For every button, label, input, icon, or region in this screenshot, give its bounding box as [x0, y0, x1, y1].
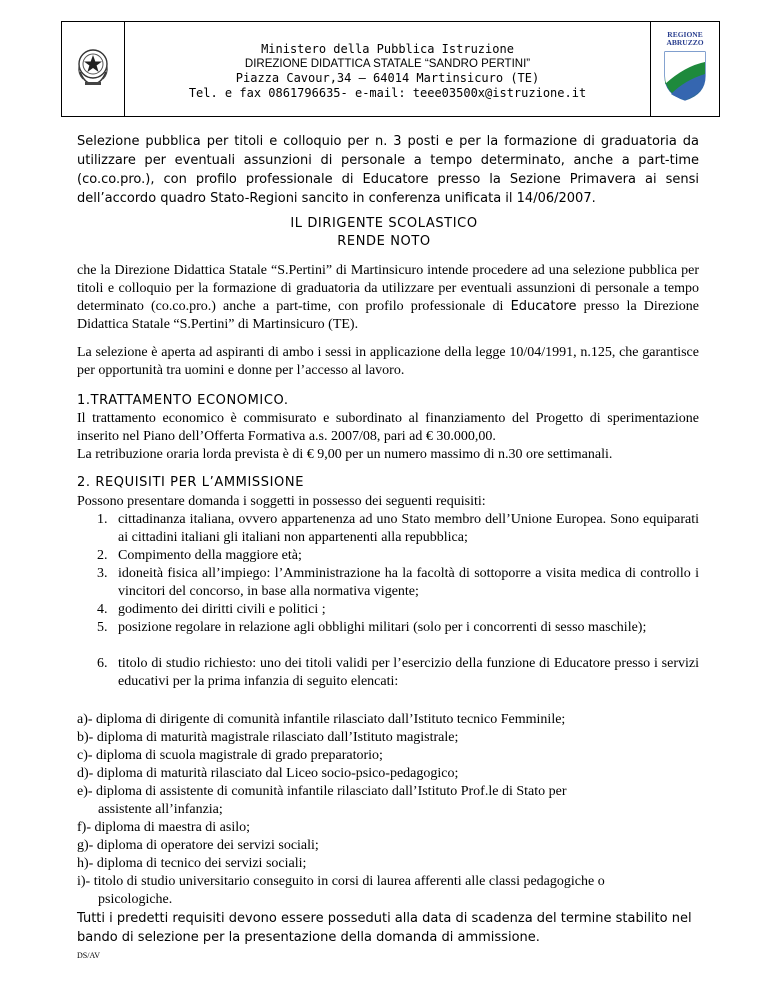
requirement-text: posizione regolare in relazione agli obblighi militari (solo per i concorrenti di sesso maschile); [118, 620, 647, 635]
title-item-text: g)- diploma di operatore dei servizi sociali; [77, 838, 319, 853]
region-logo-cell [650, 22, 719, 116]
requirement-item-5 [97, 619, 699, 637]
heading-dirigente: IL DIRIGENTE SCOLASTICO [290, 216, 478, 231]
announcement-paragraph [77, 262, 699, 334]
requirement-item-6 [97, 655, 699, 691]
title-item-e [77, 783, 699, 819]
heading-rende-noto: RENDE NOTO [337, 234, 431, 249]
requirements-deadline-note: Tutti i predetti requisiti devono essere posseduti alla data di scadenza del termine stabilito nel bando di selezione per la presentazione della domanda di ammissione. [77, 911, 692, 945]
requirement-text: godimento dei diritti civili e politici ; [118, 602, 326, 617]
contact-line: Tel. e fax 0861796635- e-mail: teee03500x@istruzione.it [188, 85, 587, 100]
requirement-item-3 [97, 565, 699, 601]
section-1-text-2: La retribuzione oraria lorda prevista è di € 9,00 per un numero massimo di n.30 ore settimanali. [77, 447, 613, 462]
title-item-d [77, 765, 699, 783]
region-label [651, 31, 719, 47]
title-item-text: c)- diploma di scuola magistrale di grado preparatorio; [77, 748, 383, 763]
title-item-text: i)- titolo di studio universitario conseguito in corsi di laurea afferenti alle classi pedagogiche o [77, 874, 605, 889]
title-item-continuation: psicologiche. [98, 892, 173, 907]
requirement-text: cittadinanza italiana, ovvero appartenenza ad uno Stato membro dell’Unione Europea. Sono equiparati ai cittadini italiani gli italiani non appartenenti alla repubblica; [118, 512, 699, 545]
requirement-text: Compimento della maggiore età; [118, 548, 302, 563]
letterhead [61, 21, 720, 117]
footer-initials: DS/AV [77, 951, 100, 960]
region-shield-icon [663, 50, 707, 102]
address-line: Piazza Cavour,34 – 64014 Martinsicuro (TE) [235, 71, 540, 85]
selection-intro: Selezione pubblica per titoli e colloquio per n. 3 posti e per la formazione di graduatoria da utilizzare per eventuali assunzioni di personale a tempo determinato, anche a part-time (co.co.pro.), con profilo professionale di Educatore presso la Sezione Primavera ai sensi dell’accordo quadro Stato-Regioni sancito in conferenza unificata il 14/06/2007. [77, 134, 699, 206]
title-item-text: b)- diploma di maturità magistrale rilasciato dall’Istituto magistrale; [77, 730, 459, 745]
title-item-text: f)- diploma di maestra di asilo; [77, 820, 251, 835]
title-item-a [77, 711, 699, 729]
title-item-continuation: assistente all’infanzia; [98, 802, 223, 817]
section-1-text [77, 410, 699, 464]
title-item-text: a)- diploma di dirigente di comunità infantile rilasciato dall’Istituto tecnico Femminile; [77, 712, 566, 727]
requirement-number: 3. [97, 566, 108, 581]
section-2-title: 2. REQUISITI PER L’AMMISSIONE [77, 475, 305, 490]
region-label-line1: REGIONE [667, 30, 703, 39]
requirement-item-2 [97, 547, 699, 565]
title-item-h [77, 855, 699, 873]
requirement-item-4 [97, 601, 699, 619]
section-1-text-1: Il trattamento economico è commisurato e subordinato al finanziamento del Progetto di sperimentazione inserito nel Piano dell’Offerta Formativa a.s. 2007/08, pari ad € 30.000,00. [77, 411, 699, 444]
title-item-text: e)- diploma di assistente di comunità infantile rilasciato dall’Istituto Prof.le di Stato per [77, 784, 567, 799]
title-item-text: d)- diploma di maturità rilasciato dal Liceo socio-psico-pedagogico; [77, 766, 459, 781]
requirement-text: titolo di studio richiesto: uno dei titoli validi per l’esercizio della funzione di Educatore presso i servizi educativi per la prima infanzia di seguito elencati: [118, 656, 699, 689]
title-item-c [77, 747, 699, 765]
equal-opportunity-paragraph: La selezione è aperta ad aspiranti di ambo i sessi in applicazione della legge 10/04/1991, n.125, che garantisce per opportunità tra uomini e donne per l’accesso al lavoro. [77, 345, 699, 378]
emblem-cell [62, 22, 125, 116]
requirement-number: 1. [97, 512, 108, 527]
school-info [124, 42, 651, 100]
title-item-b [77, 729, 699, 747]
section-1-title: 1.TRATTAMENTO ECONOMICO. [77, 393, 289, 408]
announcement-text-a: che la Direzione Didattica Statale “S.Pertini” di Martinsicuro intende procedere ad una selezione pubblica per titoli e colloquio per la formazione di graduatoria da utilizzare per eventuali assunzioni di personale a tempo determinato (co.co.pro.) anche a part-time, con profilo professionale di [77, 263, 699, 314]
school-name-line: DIREZIONE DIDATTICA STATALE “SANDRO PERTINI” [244, 57, 531, 70]
ministry-line: Ministero della Pubblica Istruzione [261, 42, 514, 56]
requirement-number: 2. [97, 548, 108, 563]
requirement-number: 6. [97, 656, 108, 671]
requirement-text: idoneità fisica all’impiego: l’Amministrazione ha la facoltà di sottoporre a visita medica di controllo i vincitori del concorso, in base alla normativa vigente; [118, 566, 699, 599]
requirement-number: 4. [97, 602, 108, 617]
announcement-text-c: presso la Direzione Didattica Statale “S.Pertini” di Martinsicuro (TE). [77, 299, 699, 332]
title-item-f [77, 819, 699, 837]
requirement-number: 5. [97, 620, 108, 635]
title-item-g [77, 837, 699, 855]
title-item-i [77, 873, 699, 909]
region-label-line2: ABRUZZO [666, 38, 704, 47]
title-item-text: h)- diploma di tecnico dei servizi sociali; [77, 856, 307, 871]
italian-republic-emblem-icon [75, 44, 111, 88]
section-2-lead: Possono presentare domanda i soggetti in possesso dei seguenti requisiti: [77, 494, 486, 509]
requirement-item-1 [97, 511, 699, 547]
announcement-profile: Educatore [510, 299, 577, 314]
